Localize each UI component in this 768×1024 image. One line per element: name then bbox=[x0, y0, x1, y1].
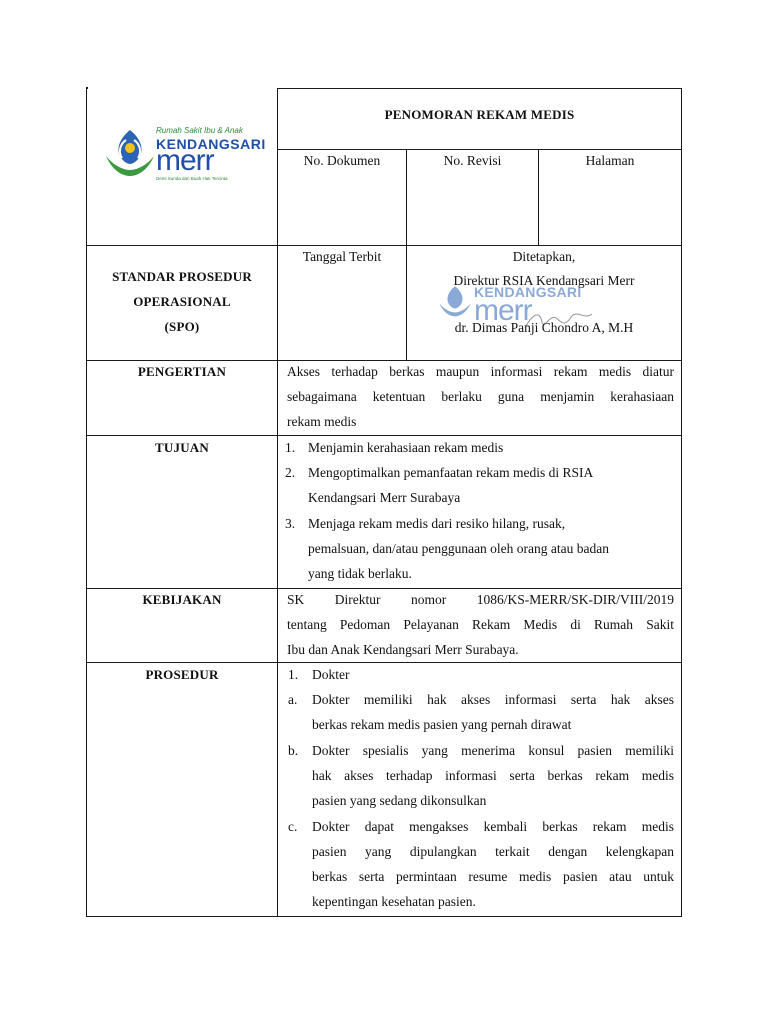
prosedur-b-line-2: hak akses terhadap informasi serta berkas rekam medis bbox=[312, 768, 674, 783]
prosedur-c-line-3: berkas serta permintaan resume medis pasien atau untuk bbox=[312, 869, 674, 884]
pengertian-label: PENGERTIAN bbox=[137, 364, 227, 379]
prosedur-a-line-2: berkas rekam medis pasien yang pernah dirawat bbox=[312, 717, 572, 732]
doc-title: PENOMORAN REKAM MEDIS bbox=[384, 107, 575, 122]
tujuan-item-2-line-2: Kendangsari Merr Surabaya bbox=[308, 490, 461, 505]
prosedur-num-a: a. bbox=[288, 692, 298, 707]
ditetapkan: Ditetapkan, bbox=[512, 249, 576, 264]
col-halaman: Halaman bbox=[585, 153, 635, 168]
pengertian-line-3: rekam medis bbox=[287, 414, 357, 429]
tujuan-num-2: 2. bbox=[285, 465, 296, 480]
spo-line-1: STANDAR PROSEDUR bbox=[112, 269, 252, 284]
prosedur-num-c: c. bbox=[288, 819, 298, 834]
col-no-revisi: No. Revisi bbox=[443, 153, 502, 168]
pengertian-line-2: sebagaimana ketentuan berlaku guna menjamin kerahasiaan bbox=[287, 389, 674, 404]
tujuan-item-3-line-3: yang tidak berlaku. bbox=[308, 566, 412, 581]
row-divider-header bbox=[86, 245, 682, 246]
logo-line-4: Demi Sunda dan Buah Hati Tercinta bbox=[156, 176, 228, 181]
logo-emblem-icon bbox=[104, 126, 156, 182]
tujuan-num-1: 1. bbox=[285, 440, 296, 455]
tanggal-terbit: Tanggal Terbit bbox=[302, 249, 382, 264]
direktur-name: dr. Dimas Panji Chondro A, M.H bbox=[454, 320, 634, 335]
logo-line-3: merr bbox=[156, 144, 214, 177]
tujuan-item-3-line-2: pemalsuan, dan/atau penggunaan oleh orang atau badan bbox=[308, 541, 610, 556]
row-divider-title bbox=[278, 149, 682, 150]
hospital-logo bbox=[104, 124, 264, 184]
tujuan-item-1-line-1: Menjamin kerahasiaan rekam medis bbox=[308, 440, 504, 455]
prosedur-head-text: Dokter bbox=[312, 667, 350, 682]
prosedur-c-line-2: pasien yang dipulangkan terkait dengan kelengkapan bbox=[312, 844, 674, 859]
kebijakan-line-2: tentang Pedoman Pelayanan Rekam Medis di Rumah Sakit bbox=[287, 617, 674, 632]
row-divider-kebijakan bbox=[86, 662, 682, 663]
table-top-border-right bbox=[278, 88, 682, 89]
row-divider-spo bbox=[86, 360, 682, 361]
tujuan-item-2-line-1: Mengoptimalkan pemanfaatan rekam medis di RSIA bbox=[308, 465, 594, 480]
row-divider-tujuan bbox=[86, 588, 682, 589]
prosedur-a-line-1: Dokter memiliki hak akses informasi serta hak akses bbox=[312, 692, 674, 707]
pengertian-line-1: Akses terhadap berkas maupun informasi rekam medis diatur bbox=[287, 364, 674, 379]
tujuan-item-3-line-1: Menjaga rekam medis dari resiko hilang, rusak, bbox=[308, 516, 566, 531]
prosedur-head-num: 1. bbox=[288, 667, 299, 682]
stamp-line-2: merr bbox=[474, 294, 532, 327]
row-divider-pengertian bbox=[86, 435, 682, 436]
column-divider bbox=[277, 88, 278, 917]
kebijakan-line-1: SK Direktur nomor 1086/KS-MERR/SK-DIR/VIII/2019 bbox=[287, 592, 674, 607]
logo-line-2: KENDANGSARI bbox=[156, 136, 266, 152]
table-right-border bbox=[681, 88, 682, 917]
prosedur-label: PROSEDUR bbox=[145, 667, 219, 682]
prosedur-c-line-4: kepentingan kesehatan pasien. bbox=[312, 894, 476, 909]
kebijakan-label: KEBIJAKAN bbox=[142, 592, 222, 607]
direktur-title: Direktur RSIA Kendangsari Merr bbox=[453, 273, 635, 288]
spo-line-2: OPERASIONAL bbox=[133, 294, 231, 309]
col-no-dokumen: No. Dokumen bbox=[303, 153, 381, 168]
tujuan-label: TUJUAN bbox=[155, 440, 209, 455]
prosedur-b-line-1: Dokter spesialis yang menerima konsul pasien memiliki bbox=[312, 743, 674, 758]
logo-line-1: Rumah Sakit Ibu & Anak bbox=[156, 126, 243, 135]
prosedur-num-b: b. bbox=[288, 743, 299, 758]
table-left-border bbox=[86, 88, 87, 917]
tujuan-num-3: 3. bbox=[285, 516, 296, 531]
table-bottom-border bbox=[86, 916, 682, 917]
kebijakan-line-3: Ibu dan Anak Kendangsari Merr Surabaya. bbox=[287, 642, 519, 657]
spo-line-3: (SPO) bbox=[164, 319, 200, 334]
prosedur-b-line-3: pasien yang sedang dikonsulkan bbox=[312, 793, 487, 808]
stamp-line-1: KENDANGSARI bbox=[474, 284, 582, 300]
prosedur-c-line-1: Dokter dapat mengakses kembali berkas rekam medis bbox=[312, 819, 674, 834]
